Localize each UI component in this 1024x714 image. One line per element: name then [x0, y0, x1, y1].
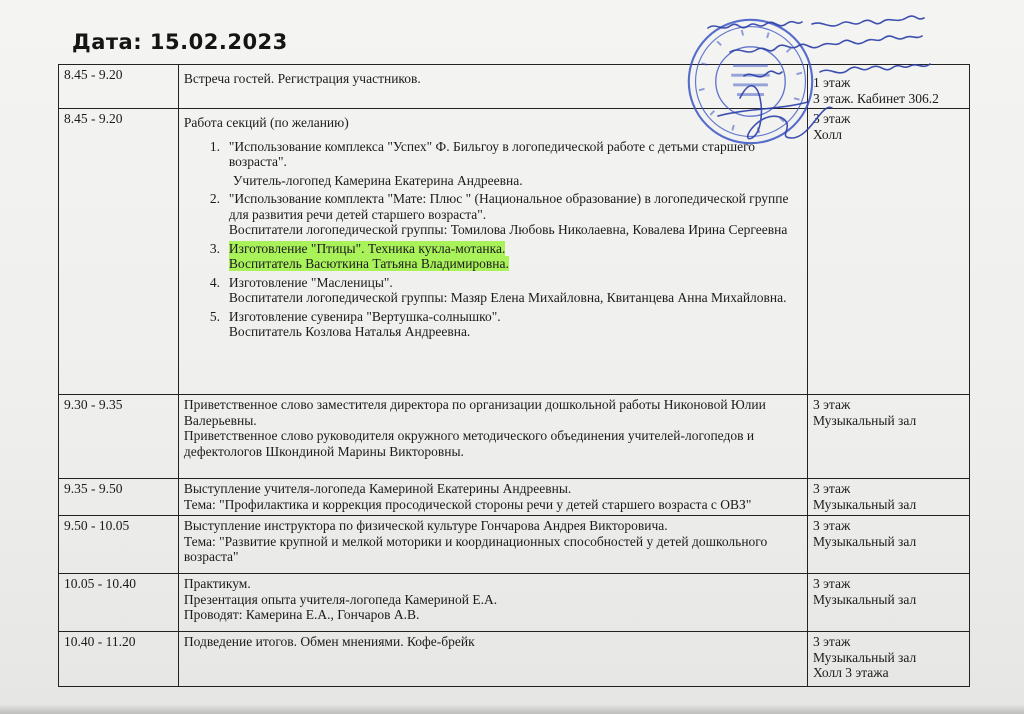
place-line: 3 этаж — [812, 481, 851, 496]
item-number: 5. — [209, 308, 220, 324]
place-cell — [807, 632, 969, 687]
event-cell — [178, 632, 807, 687]
time-cell: 9.50 - 10.05 — [59, 516, 179, 574]
page-date: Дата: 15.02.2023 — [72, 30, 288, 54]
place-cell — [807, 395, 969, 479]
time-cell: 9.30 - 9.35 — [59, 395, 179, 479]
event-text-3: Проводят: Камерина Е.А., Гончаров А.В. — [183, 607, 420, 622]
place-cell — [807, 574, 969, 632]
item-number: 2. — [209, 191, 220, 206]
item-number: 3. — [209, 240, 220, 256]
place-line: 3 этаж — [812, 111, 851, 126]
place-line: 3 этаж. Кабинет 306.2 — [812, 90, 939, 106]
time-cell: 9.35 - 9.50 — [59, 479, 179, 516]
event-cell — [178, 479, 807, 516]
section-title: Изготовление "Масленицы". — [228, 274, 393, 290]
event-cell — [178, 65, 807, 109]
item-number: 1. — [209, 138, 220, 154]
time-cell: 10.40 - 11.20 — [59, 632, 179, 687]
sections-list — [184, 139, 803, 340]
place-line: Музыкальный зал — [812, 591, 917, 607]
section-people: Воспитатели логопедической группы: Томилова Любовь Николаевна, Ковалева Ирина Сергеевна — [228, 222, 788, 237]
time-cell: 10.05 - 10.40 — [59, 574, 179, 632]
list-item — [209, 240, 803, 272]
list-item — [209, 191, 803, 238]
place-cell — [807, 479, 969, 516]
list-item — [209, 308, 803, 340]
event-cell — [178, 516, 807, 574]
place-line: Музыкальный зал — [812, 533, 917, 549]
event-text-2: Тема: "Развитие крупной и мелкой моторики и координационных способностей у детей дошкольного возраста" — [183, 533, 768, 564]
section-people: Воспитатель Козлова Наталья Андреевна. — [228, 324, 471, 339]
table-row — [59, 395, 970, 479]
event-text-2: Тема: "Профилактика и коррекция просодической стороны речи у детей старшего возраста с ОВЗ" — [183, 496, 752, 512]
section-title: "Использование комплекта "Мате: Плюс " (Национальное образование) в логопедической группе для развития речи детей старшего возраста". — [228, 191, 789, 222]
time-cell: 8.45 - 9.20 — [59, 65, 179, 109]
table-row — [59, 65, 970, 109]
section-title: Изготовление сувенира "Вертушка-солнышко". — [228, 308, 501, 324]
section-people: Учитель-логопед Камерина Екатерина Андреевна. — [232, 172, 523, 188]
section-title-highlighted: Изготовление "Птицы". Техника кукла-мотанка. — [228, 240, 506, 256]
section-title: "Использование комплекса "Успех" Ф. Бильгоу в логопедической работе с детьми старшего возраста". — [228, 138, 756, 169]
place-line: Музыкальный зал — [812, 412, 917, 428]
place-line: 1 этаж — [812, 75, 851, 90]
item-number: 4. — [209, 274, 220, 290]
section-people: Воспитатели логопедической группы: Мазяр Елена Михайловна, Квитанцева Анна Михайловна. — [228, 290, 787, 305]
place-line: 3 этаж — [812, 576, 851, 591]
event-text: Подведение итогов. Обмен мнениями. Кофе-брейк — [183, 634, 475, 649]
schedule-table — [58, 64, 970, 687]
place-cell — [807, 516, 969, 574]
table-row — [59, 632, 970, 687]
event-text-2: Приветственное слово руководителя окружного методического объединения учителей-логопедов и дефектологов Шкондиной Марины Викторовны. — [183, 428, 755, 459]
table-row — [59, 109, 970, 395]
place-line: Холл 3 этажа — [812, 665, 889, 680]
event-text: Практикум. — [183, 576, 251, 591]
page-bottom-shadow — [0, 704, 1024, 714]
place-cell — [807, 109, 969, 395]
event-cell — [178, 395, 807, 479]
place-line: 3 этаж — [812, 397, 851, 412]
list-item — [209, 138, 803, 189]
place-line: 3 этаж — [812, 518, 851, 533]
event-text: Приветственное слово заместителя директора по организации дошкольной работы Никоновой Юлии Валерьевны. — [183, 397, 766, 428]
event-text: Выступление учителя-логопеда Камериной Екатерины Андреевны. — [183, 481, 572, 496]
place-line: 3 этаж — [812, 634, 851, 649]
place-line: Музыкальный зал — [812, 496, 917, 512]
place-line: Музыкальный зал — [812, 649, 917, 665]
event-cell — [178, 574, 807, 632]
table-row — [59, 479, 970, 516]
table-row — [59, 516, 970, 574]
event-text: Встреча гостей. Регистрация участников. — [183, 71, 421, 86]
event-cell — [178, 109, 807, 395]
event-text: Работа секций (по желанию) — [183, 115, 349, 130]
place-cell — [807, 65, 969, 109]
event-text-2: Презентация опыта учителя-логопеда Камериной Е.А. — [183, 591, 498, 607]
table-row — [59, 574, 970, 632]
place-line: Холл — [812, 126, 842, 142]
list-item — [209, 274, 803, 306]
time-cell: 8.45 - 9.20 — [59, 109, 179, 395]
event-text: Выступление инструктора по физической культуре Гончарова Андрея Викторовича. — [183, 518, 668, 533]
section-people-highlighted: Воспитатель Васюткина Татьяна Владимировна. — [228, 256, 509, 271]
